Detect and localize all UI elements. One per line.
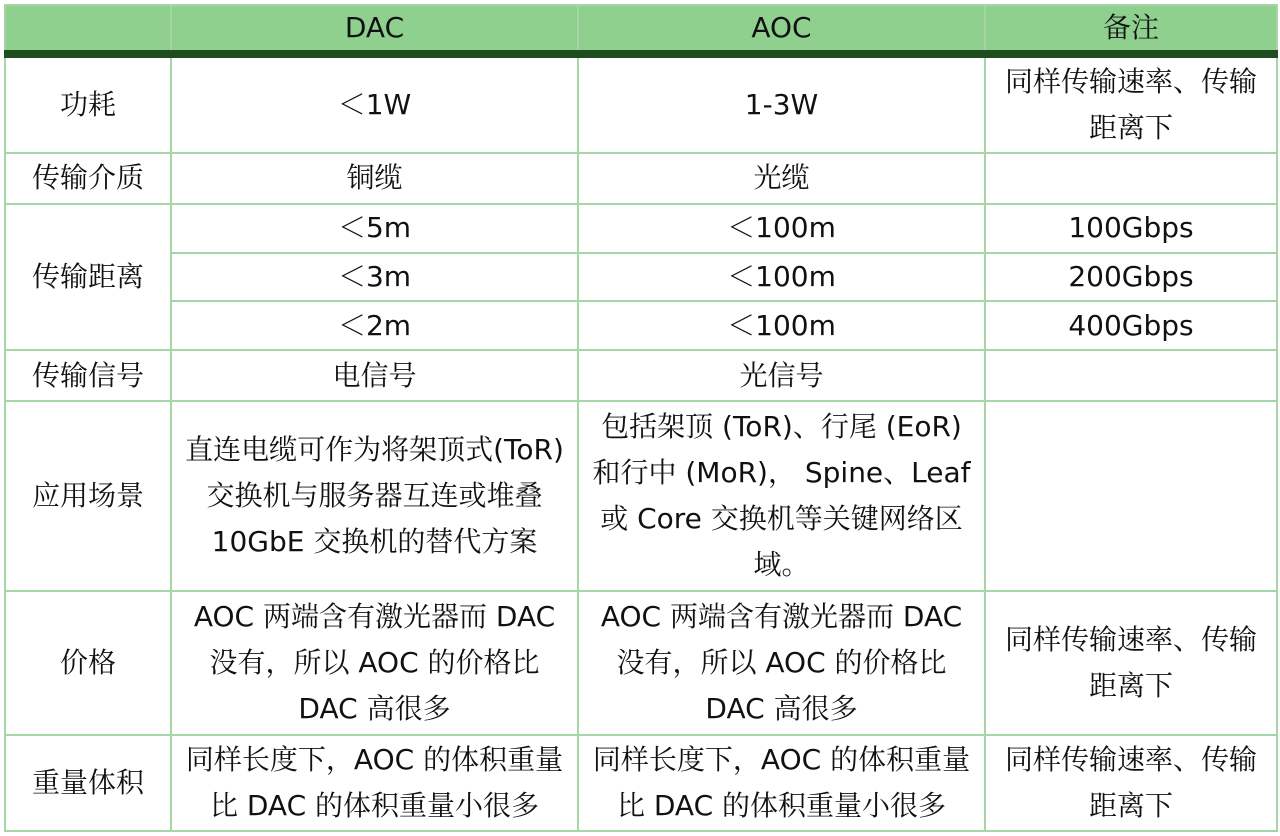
- row-price: [5, 591, 1277, 736]
- row-label-scenario: 应用场景: [5, 401, 171, 590]
- row-distance-2: [5, 253, 1277, 302]
- header-dac: DAC: [171, 5, 578, 54]
- cell-price-dac: AOC 两端含有激光器而 DAC没有，所以 AOC 的价格比DAC 高很多: [171, 591, 578, 736]
- row-distance-1: [5, 204, 1277, 253]
- cell-distance-dac: ＜3m: [171, 253, 578, 302]
- header-notes: 备注: [985, 5, 1277, 54]
- row-label-power: 功耗: [5, 54, 171, 153]
- cell-medium-aoc: 光缆: [578, 153, 985, 204]
- cell-price-aoc: AOC 两端含有激光器而 DAC没有，所以 AOC 的价格比DAC 高很多: [578, 591, 985, 736]
- cell-distance-aoc: ＜100m: [578, 204, 985, 253]
- cell-weight-aoc: 同样长度下，AOC 的体积重量比 DAC 的体积重量小很多: [578, 735, 985, 831]
- comparison-table: [4, 4, 1278, 832]
- cell-distance-note: 200Gbps: [985, 253, 1277, 302]
- header-row: [5, 5, 1277, 54]
- row-scenario: [5, 401, 1277, 590]
- cell-signal-dac: 电信号: [171, 350, 578, 401]
- cell-distance-aoc: ＜100m: [578, 253, 985, 302]
- header-corner: [5, 5, 171, 54]
- header-aoc: AOC: [578, 5, 985, 54]
- cell-weight-dac: 同样长度下，AOC 的体积重量比 DAC 的体积重量小很多: [171, 735, 578, 831]
- row-weight: [5, 735, 1277, 831]
- cell-distance-note: 400Gbps: [985, 301, 1277, 350]
- row-label-price: 价格: [5, 591, 171, 736]
- row-label-weight: 重量体积: [5, 735, 171, 831]
- cell-price-note: 同样传输速率、传输距离下: [985, 591, 1277, 736]
- cell-distance-note: 100Gbps: [985, 204, 1277, 253]
- row-power: [5, 54, 1277, 153]
- row-label-medium: 传输介质: [5, 153, 171, 204]
- cell-medium-dac: 铜缆: [171, 153, 578, 204]
- cell-weight-note: 同样传输速率、传输距离下: [985, 735, 1277, 831]
- cell-signal-note: [985, 350, 1277, 401]
- cell-signal-aoc: 光信号: [578, 350, 985, 401]
- cell-power-aoc: 1-3W: [578, 54, 985, 153]
- row-medium: [5, 153, 1277, 204]
- row-label-distance: 传输距离: [5, 204, 171, 351]
- cell-power-note: 同样传输速率、传输距离下: [985, 54, 1277, 153]
- row-distance-3: [5, 301, 1277, 350]
- cell-scenario-dac: 直连电缆可作为将架顶式(ToR) 交换机与服务器互连或堆叠 10GbE 交换机的替代方案: [171, 401, 578, 590]
- cell-distance-aoc: ＜100m: [578, 301, 985, 350]
- cell-scenario-note: [985, 401, 1277, 590]
- cell-distance-dac: ＜5m: [171, 204, 578, 253]
- cell-scenario-aoc: 包括架顶 (ToR)、行尾 (EoR)和行中 (MoR)， Spine、Leaf或 Core 交换机等关键网络区域。: [578, 401, 985, 590]
- row-signal: [5, 350, 1277, 401]
- row-label-signal: 传输信号: [5, 350, 171, 401]
- cell-power-dac: ＜1W: [171, 54, 578, 153]
- cell-distance-dac: ＜2m: [171, 301, 578, 350]
- cell-medium-note: [985, 153, 1277, 204]
